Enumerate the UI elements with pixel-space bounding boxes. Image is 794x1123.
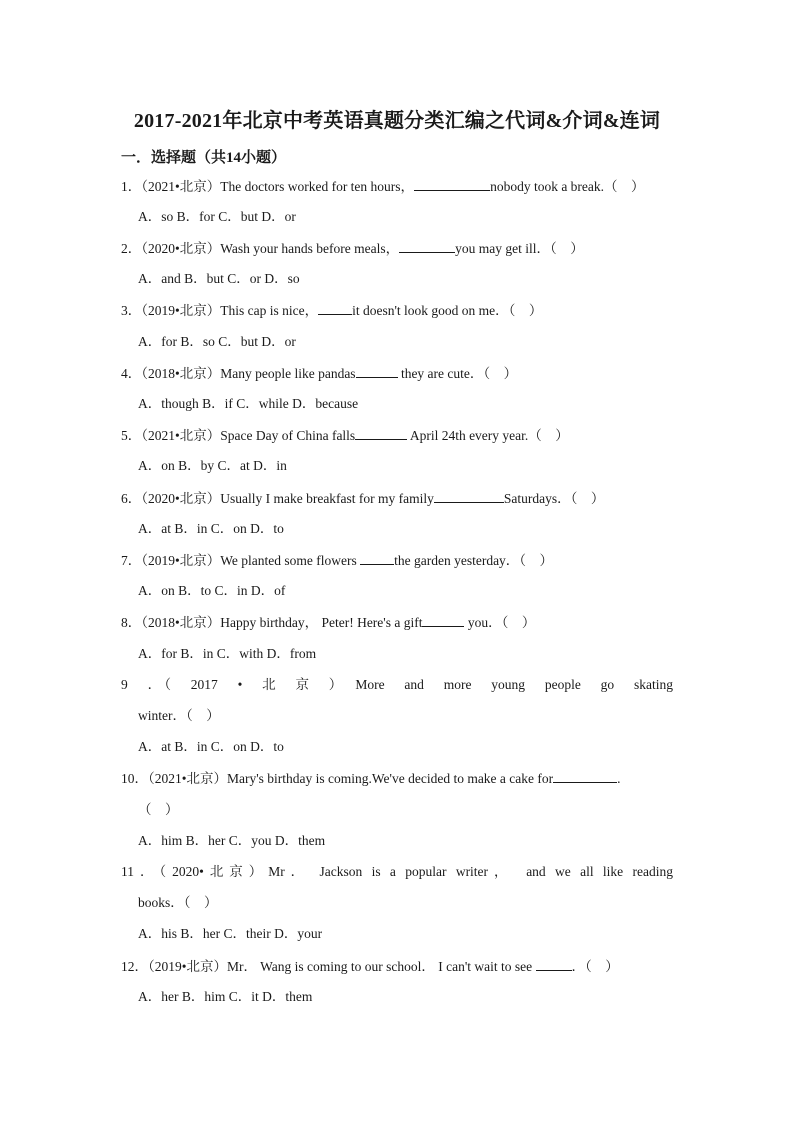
question-7-options: A．on B．to C．in D．of	[138, 583, 286, 598]
document-title: 2017-2021年北京中考英语真题分类汇编之代词&介词&连词	[133, 110, 661, 132]
question-6: 6．（2020•北京）Usually I make breakfast for my family Saturdays．（ ）	[121, 491, 605, 506]
answer-blank	[553, 769, 617, 783]
question-1-options: A．so B．for C．but D．or	[138, 209, 296, 224]
question-10-continuation: （ ）	[138, 802, 179, 817]
answer-blank	[360, 551, 394, 565]
question-9-continuation: winter．（ ）	[138, 708, 220, 723]
answer-blank	[422, 613, 464, 627]
question-2: 2．（2020•北京）Wash your hands before meals， you may get ill．（ ）	[121, 241, 584, 256]
question-8: 8．（2018•北京）Happy birthday， Peter! Here's a gift you．（ ）	[121, 615, 536, 630]
question-5: 5．（2021•北京）Space Day of China falls April 24th every year.（ ）	[121, 428, 569, 443]
question-11: 11．（2020•北京）Mr． Jackson is a popular writer， and we all like reading	[121, 864, 673, 879]
question-10: 10．（2021•北京）Mary's birthday is coming.We've decided to make a cake for .	[121, 771, 621, 786]
answer-blank	[355, 426, 407, 440]
question-5-options: A．on B．by C．at D．in	[138, 458, 287, 473]
question-12-options: A．her B．him C．it D．them	[138, 989, 313, 1004]
question-4-options: A．though B．if C．while D．because	[138, 396, 359, 411]
question-1: 1．（2021•北京）The doctors worked for ten hours， nobody took a break.（ ）	[121, 179, 645, 194]
question-7: 7．（2019•北京）We planted some flowers the garden yesterday．（ ）	[121, 553, 554, 568]
question-10-options: A．him B．her C．you D．them	[138, 833, 326, 848]
question-9: 9 ．（ 2017 • 北 京 ） More and more young people go skating	[121, 677, 673, 692]
answer-blank	[536, 957, 572, 971]
question-11-options: A．his B．her C．their D．your	[138, 926, 323, 941]
answer-blank	[414, 177, 490, 191]
section-heading: 一．选择题（共14小题）	[121, 150, 287, 166]
question-9-options: A．at B．in C．on D．to	[138, 739, 284, 754]
question-4: 4．（2018•北京）Many people like pandas they are cute．（ ）	[121, 366, 518, 381]
question-3: 3．（2019•北京）This cap is nice， it doesn't look good on me．（ ）	[121, 303, 543, 318]
question-3-options: A．for B．so C．but D．or	[138, 334, 296, 349]
answer-blank	[356, 364, 398, 378]
question-12: 12．（2019•北京）Mr． Wang is coming to our school． I can't wait to see ．（ ）	[121, 959, 619, 974]
question-2-options: A．and B．but C．or D．so	[138, 271, 300, 286]
question-11-continuation: books．（ ）	[138, 895, 218, 910]
question-6-options: A．at B．in C．on D．to	[138, 521, 284, 536]
answer-blank	[434, 489, 504, 503]
question-8-options: A．for B．in C．with D．from	[138, 646, 317, 661]
answer-blank	[399, 239, 455, 253]
answer-blank	[318, 301, 352, 315]
